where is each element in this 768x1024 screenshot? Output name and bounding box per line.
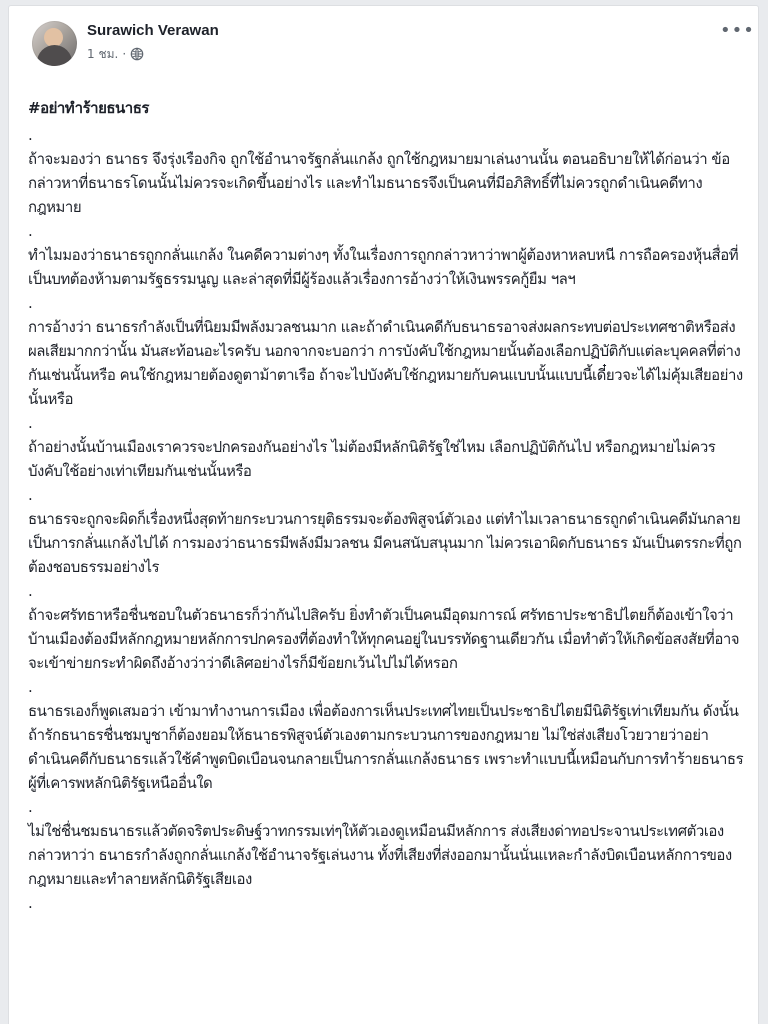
post-content [28, 96, 748, 915]
separator-dot: . [28, 294, 33, 312]
hashtag[interactable]: #อย่าทำร้ายธนาธร [28, 99, 149, 117]
author-name[interactable]: Surawich Verawan [87, 22, 219, 39]
separator-dot: . [28, 678, 33, 696]
paragraph-2: ทำไมมองว่าธนาธรถูกกลั่นแกล้ง ในคดีความต่างๆ ทั้งในเรื่องการถูกกล่าวหาว่าพาผู้ต้องหาหลบหนี การถือครองหุ้นสื่อที่เป็นบทต้องห้ามตามรัฐธรรมนูญ และล่าสุดที่มีผู้ร้องแล้วเรื่องการอ้างว่าให้เงินพรรคกู้ยืม ฯลฯ [28, 246, 739, 288]
separator-dot: . [28, 894, 33, 912]
post-time[interactable]: 1 ชม. [87, 47, 119, 61]
paragraph-1: ถ้าจะมองว่า ธนาธร จึงรุ่งเรืองกิจ ถูกใช้อำนาจรัฐกลั่นแกล้ง ถูกใช้กฎหมายมาเล่นงานนั้น ตอนอธิบายให้ได้ก่อนว่า ข้อกล่าวหาที่ธนาธรโดนนั้นไม่ควรจะเกิดขึ้นอย่างไร และทำไมธนาธรจึงเป็นคนที่มีอภิสิทธิ์ที่ไม่ควรถูกดำเนินคดีทางกฎหมาย [28, 150, 730, 216]
paragraph-8: ไม่ใช่ชื่นชมธนาธรแล้วตัดจริตประดิษฐ์วาทกรรมเท่ๆให้ตัวเองดูเหมือนมีหลักการ ส่งเสียงด่าทอประจานประเทศตัวเองกล่าวหาว่า ธนาธรกำลังถูกกลั่นแกล้งใช้อำนาจรัฐเล่นงาน ทั้งที่เสียงที่ส่งออกมานั้นนั่นแหละกำลังบิดเบือนหลักการของกฎหมายและทำลายหลักนิติรัฐเสียเอง [28, 822, 732, 888]
post-header [32, 21, 219, 66]
paragraph-4: ถ้าอย่างนั้นบ้านเมืองเราควรจะปกครองกันอย่างไร ไม่ต้องมีหลักนิติรัฐใช่ไหม เลือกปฏิบัติกันไป หรือกฎหมายไม่ควรบังคับใช้อย่างเท่าเทียมกันเช่นนั้นหรือ [28, 438, 716, 480]
separator-dot: . [28, 222, 33, 240]
meta-separator: · [122, 47, 127, 61]
separator-dot: . [28, 582, 33, 600]
paragraph-3: การอ้างว่า ธนาธรกำลังเป็นที่นิยมมีพลังมวลชนมาก และถ้าดำเนินคดีกับธนาธรอาจส่งผลกระทบต่อประเทศชาติหรือส่งผลเสียมากกว่านั้น มันสะท้อนอะไรครับ นอกจากจะบอกว่า การบังคับใช้กฎหมายนั้นต้องเลือกปฏิบัติกับแต่ละบุคคลที่ต่างกันเช่นนั้นหรือ คนใช้กฎหมายต้องดูตาม้าตาเรือ ถ้าจะไปบังคับใช้กฎหมายกับคนแบบนั้นแบบนี้เดี๋ยวจะได้ไม่คุ้มเสียอย่างนั้นหรือ [28, 318, 743, 408]
separator-dot: . [28, 486, 33, 504]
paragraph-5: ธนาธรจะถูกจะผิดก็เรื่องหนึ่งสุดท้ายกระบวนการยุติธรรมจะต้องพิสูจน์ตัวเอง แต่ทำไมเวลาธนาธรถูกดำเนินคดีมันกลายเป็นการกลั่นแกล้งไปได้ การมองว่าธนาธรมีพลังมีมวลชน มีคนสนับสนุนมาก ไม่ควรเอาผิดกับธนาธร มันเป็นตรรกะที่ถูกต้องชอบธรรมอย่างไร [28, 510, 742, 576]
post-meta [87, 47, 219, 61]
paragraph-7: ธนาธรเองก็พูดเสมอว่า เข้ามาทำงานการเมือง เพื่อต้องการเห็นประเทศไทยเป็นประชาธิปไตยมีนิติรัฐเท่าเทียมกัน ดังนั้นถ้ารักธนาธรชื่นชมบูชาก็ต้องยอมให้ธนาธรพิสูจน์ตัวเองตามกระบวนการของกฎหมาย ไม่ใช่ส่งเสียงโวยวายว่าอย่าดำเนินคดีกับธนาธรแล้วใช้คำพูดบิดเบือนจนกลายเป็นการกลั่นแกล้งธนาธร เพราะทำแบบนี้เหมือนกับการทำร้ายธนาธรผู้ที่เคารพหลักนิติรัฐเหนืออื่นใด [28, 702, 744, 792]
separator-dot: . [28, 414, 33, 432]
avatar[interactable] [32, 21, 77, 66]
separator-dot: . [28, 798, 33, 816]
globe-icon[interactable] [130, 47, 144, 61]
author-block [87, 22, 219, 61]
post-card [8, 5, 759, 1024]
more-options-icon[interactable]: ••• [720, 20, 755, 41]
separator-dot: . [28, 126, 33, 144]
paragraph-6: ถ้าจะศรัทธาหรือชื่นชอบในตัวธนาธรก็ว่ากันไปสิครับ ยิ่งทำตัวเป็นคนมีอุดมการณ์ ศรัทธาประชาธิปไตยก็ต้องเข้าใจว่าบ้านเมืองต้องมีหลักกฎหมายหลักการปกครองที่ต้องทำให้ทุกคนอยู่ในบรรทัดฐานเดียวกัน เมื่อทำตัวให้เกิดข้อสงสัยที่อาจจะเข้าข่ายกระทำผิดถึงอ้างว่าว่าดีเลิศอย่างไรก็มีข้อยกเว้นไปไม่ได้หรอก [28, 606, 740, 672]
